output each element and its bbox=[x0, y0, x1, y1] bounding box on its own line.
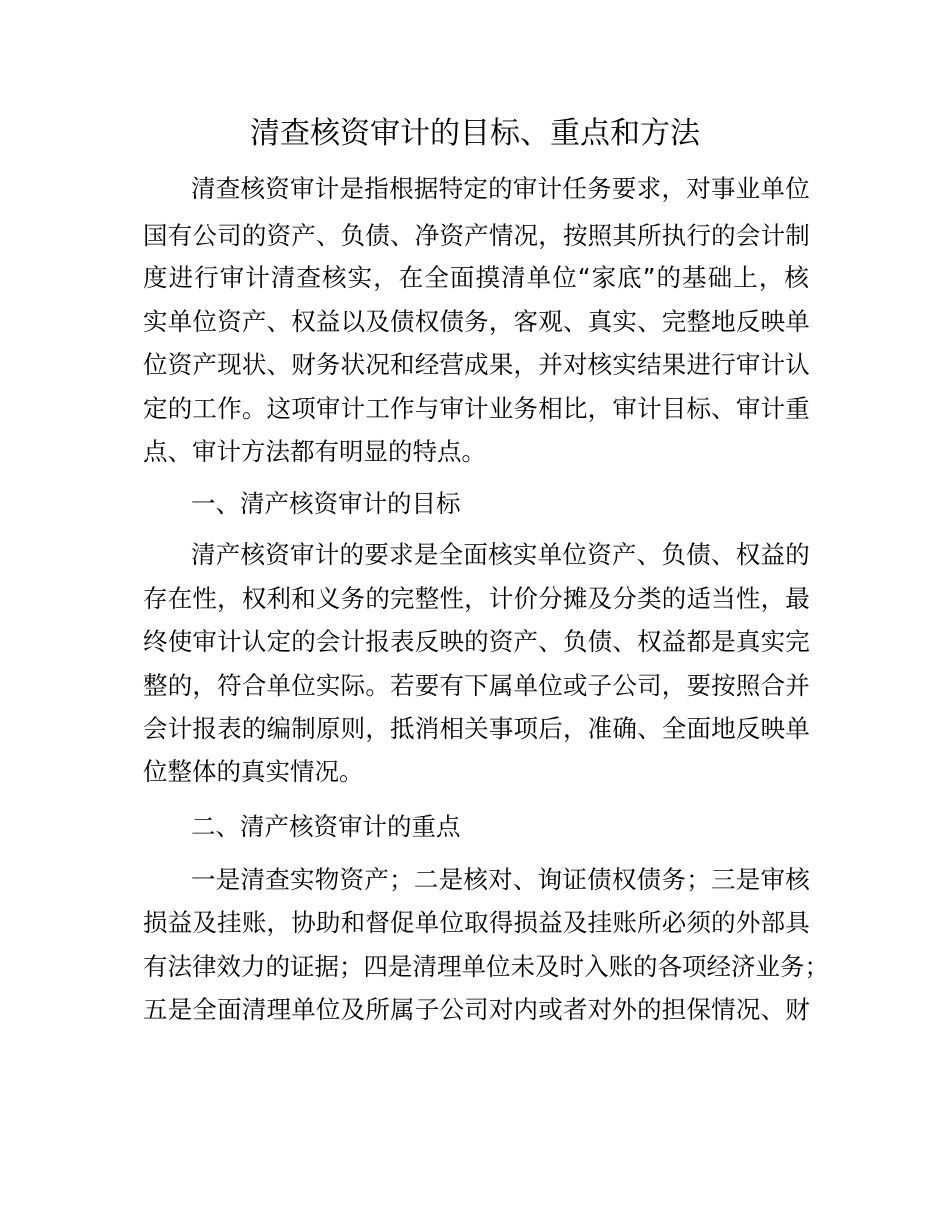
text-line: 实单位资产、权益以及债权债务，客观、真实、完整地反映单 bbox=[143, 307, 810, 336]
text-line: 损益及挂账，协助和督促单位取得损益及挂账所必须的外部具 bbox=[143, 908, 810, 937]
text-line: 五是全面清理单位及所属子公司对内或者对外的担保情况、财 bbox=[143, 995, 810, 1024]
text-line: 存在性，权利和义务的完整性，计价分摊及分类的适当性，最 bbox=[143, 584, 810, 613]
document-title: 清查核资审计的目标、重点和方法 bbox=[250, 116, 700, 151]
section-heading: 二、清产核资审计的重点 bbox=[191, 812, 461, 841]
text-line: 定的工作。这项审计工作与审计业务相比，审计目标、审计重 bbox=[143, 394, 810, 423]
text-line: 一是清查实物资产；二是核对、询证债权债务；三是审核 bbox=[191, 865, 810, 894]
text-line: 点、审计方法都有明显的特点。 bbox=[143, 437, 486, 466]
text-line: 国有公司的资产、负债、净资产情况，按照其所执行的会计制 bbox=[143, 221, 810, 250]
text-line: 位资产现状、财务状况和经营成果，并对核实结果进行审计认 bbox=[143, 350, 810, 379]
text-line: 有法律效力的证据；四是清理单位未及时入账的各项经济业务； bbox=[143, 952, 829, 981]
text-line: 终使审计认定的会计报表反映的资产、负债、权益都是真实完 bbox=[143, 627, 810, 656]
text-line: 整的，符合单位实际。若要有下属单位或子公司，要按照合并 bbox=[143, 671, 810, 700]
section-heading: 一、清产核资审计的目标 bbox=[191, 489, 461, 518]
text-line: 清产核资审计的要求是全面核实单位资产、负债、权益的 bbox=[191, 540, 810, 569]
text-line: 位整体的真实情况。 bbox=[143, 757, 364, 786]
text-line: 清查核资审计是指根据特定的审计任务要求，对事业单位 bbox=[191, 174, 810, 203]
text-line: 度进行审计清查核实，在全面摸清单位“家底”的基础上，核 bbox=[143, 263, 810, 292]
text-line: 会计报表的编制原则，抵消相关事项后，准确、全面地反映单 bbox=[143, 714, 810, 743]
